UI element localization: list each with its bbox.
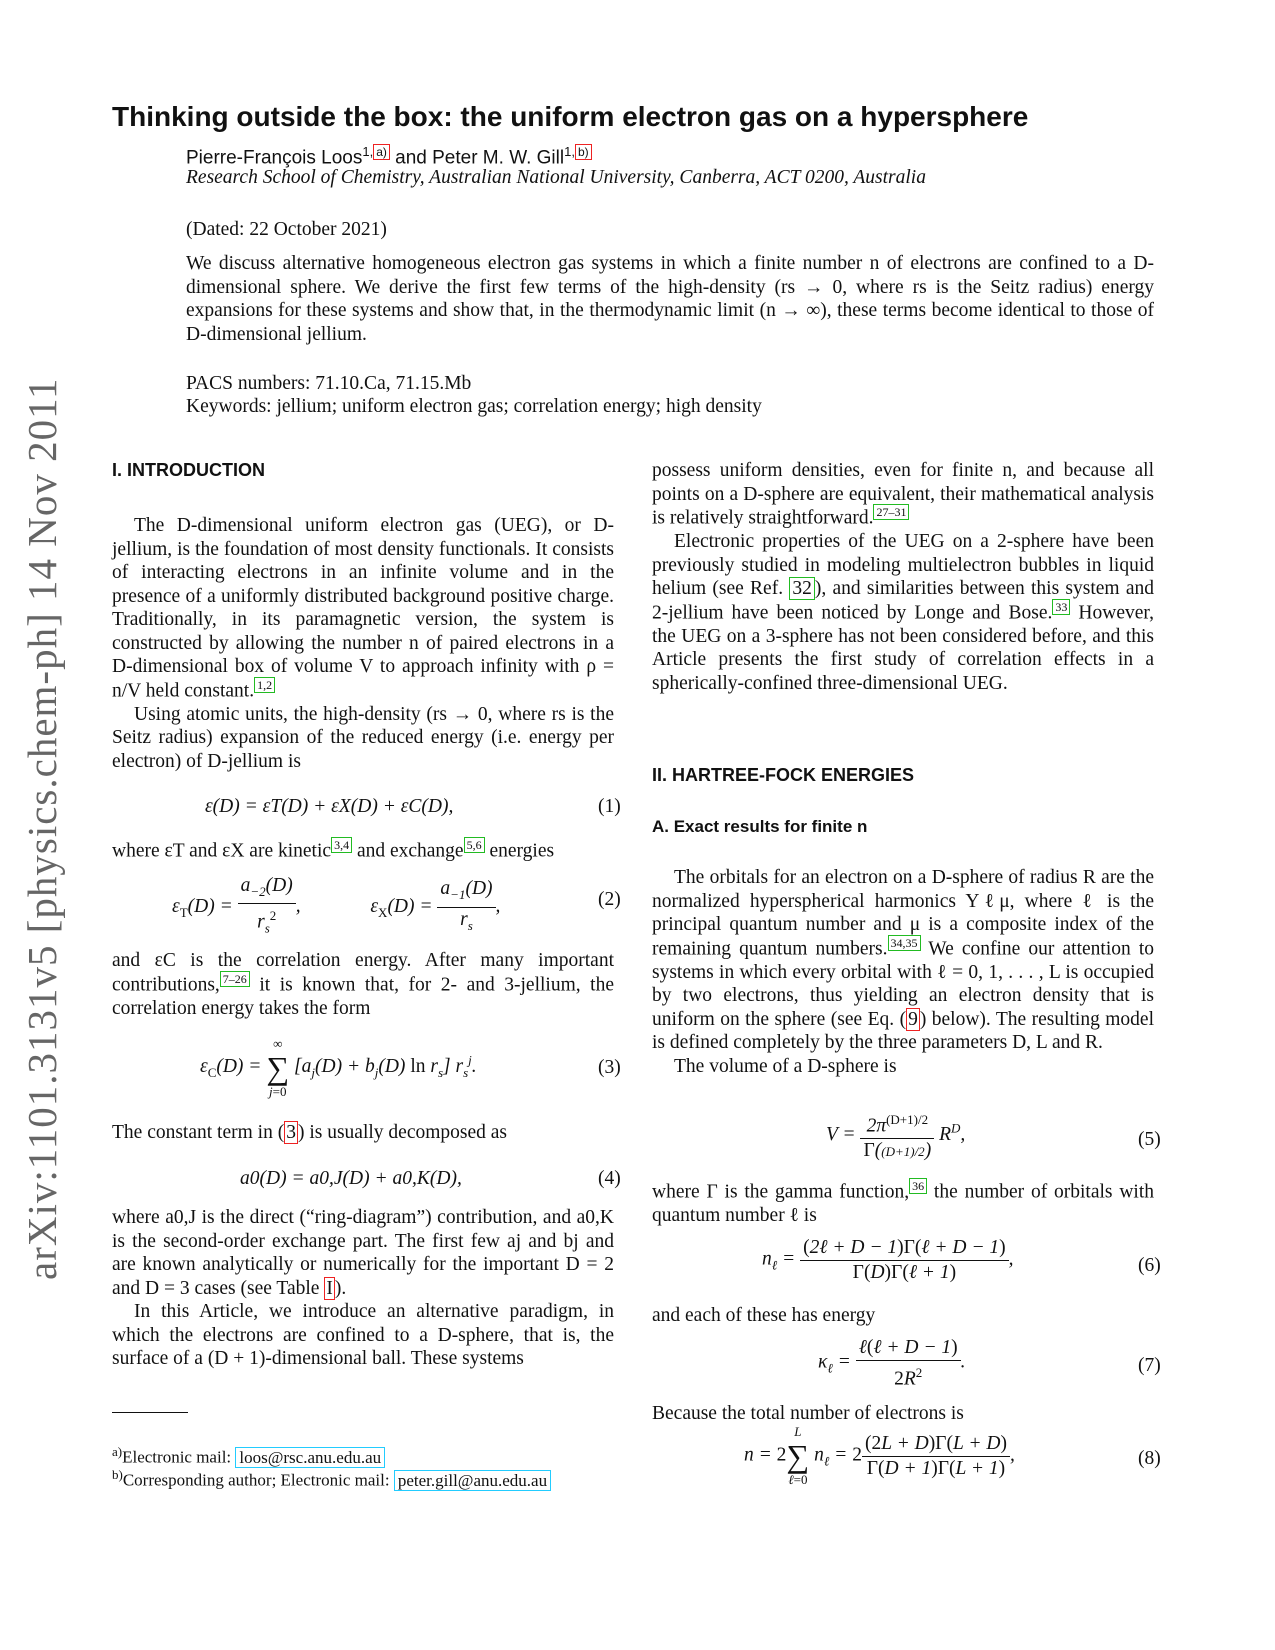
equation-8: n = 2 L ∑ ℓ=0 $n_\ell = 2$ $\frac{(2L + D)\Gamma(L + D)}{\Gamma(D + 1)\Gamma(L + 1)}$ , — [744, 1424, 1015, 1487]
intro-text-3c: energies — [484, 840, 555, 862]
footnote-b-text: Corresponding author; Electronic mail: — [122, 1470, 394, 1490]
right-paragraph-5 — [652, 1180, 1154, 1228]
equation-ref-link[interactable]: 3 — [286, 1122, 296, 1143]
intro-text-6: where a0,J is the direct (“ring-diagram”) contribution, and a0,K is the second-order exchange part. The first few aj and bj and are known analytically or numerically for the important D = 2 and D = 3 cases (see Table — [112, 1207, 614, 1299]
author-1-affil: 1, — [362, 144, 374, 159]
equation-4-number: (4) — [598, 1168, 621, 1189]
footnote-a-link[interactable]: a) — [373, 144, 390, 160]
right-text-5a: where Γ is the gamma function, — [652, 1181, 910, 1203]
right-text-1: possess uniform densities, even for finite n, and because all points on a D-sphere are equivalent, their mathematical analysis is relatively straightforward. — [652, 460, 1154, 529]
author-2-affil: 1, — [564, 144, 575, 159]
equation-2: $\varepsilon_T(D)$ = $\frac{a_{-2}(D)}{r_s^2}$ , $\varepsilon_X(D)$ = $\frac{a_{-1}(D)}{r_s}$ , — [172, 875, 501, 936]
intro-text-2: Using atomic units, the high-density (rs → 0, where rs is the Seitz radius) expansion of the reduced energy (i.e. energy per electron) of D-jellium is — [112, 703, 614, 772]
right-text-5b: the number of orbitals with quantum number ℓ is — [652, 1181, 1155, 1226]
citation-link[interactable]: 5,6 — [464, 837, 485, 853]
keywords: Keywords: jellium; uniform electron gas; correlation energy; high density — [186, 396, 762, 417]
footnote-rule — [112, 1412, 188, 1413]
intro-text-4a: and εC is the correlation energy. After many important contributions, — [112, 950, 614, 995]
equation-3-number: (3) — [598, 1057, 621, 1078]
email-link-gill[interactable]: peter.gill@anu.edu.au — [394, 1470, 551, 1491]
right-text-2a: Electronic properties of the UEG on a 2-sphere have been previously studied in modeling multielectron bubbles in liquid helium (see Ref. — [652, 531, 1154, 599]
intro-paragraph-5: The constant term in ( 3 ) is usually decomposed as — [112, 1122, 508, 1143]
intro-paragraph-6 — [112, 1206, 614, 1371]
arxiv-sidebar: arXiv:1101.3131v5 [physics.chem-ph] 14 Nov 2011 — [19, 377, 65, 1280]
intro-paragraph-4 — [112, 949, 614, 1020]
equation-ref-link[interactable]: 9 — [908, 1008, 918, 1030]
abstract: We discuss alternative homogeneous electron gas systems in which a finite number n of electrons are confined to a D-dimensional sphere. We derive the first few terms of the high-density (rs → 0, where rs is the Seitz radius) energy expansions for these systems and show that, in the thermodynamic limit (n → ∞), these terms become identical to those of D-dimensional jellium. — [186, 253, 1154, 345]
footnote-a-text: Electronic mail: — [122, 1447, 236, 1467]
right-text-2b: ), and similarities between this system and 2-jellium have been noticed by Longe and Bose. — [652, 578, 1154, 623]
author-2: and Peter M. W. Gill — [389, 147, 565, 169]
equation-7: $\kappa_\ell$ = $\frac{\text{ℓ(ℓ + D − 1)}}{2R^2}$ . — [818, 1337, 966, 1389]
equation-2-number: (2) — [598, 889, 621, 910]
equation-6-number: (6) — [1138, 1255, 1161, 1276]
equation-8-number: (8) — [1138, 1448, 1161, 1469]
citation-link[interactable]: 7–26 — [220, 971, 250, 987]
citation-link[interactable]: 1,2 — [254, 677, 275, 693]
author-1: Pierre-François Loos — [186, 147, 363, 169]
right-text-3b: We confine our attention to systems in which every orbital with ℓ = 0, 1, . . . , L is occupied by two electrons, thus yielding an electron density that is uniform on the sphere (see Eq. — [652, 938, 1154, 1030]
intro-text-7: In this Article, we introduce an alternative paradigm, in which the electrons are confined to a D-sphere, that is, the surface of a (D + 1)-dimensional ball. These systems — [112, 1301, 614, 1369]
right-text-4: The volume of a D-sphere is — [674, 1055, 897, 1077]
footnote-b-mark: b) — [112, 1467, 123, 1482]
right-paragraph-3: The orbitals for an electron on a D-sphere of radius R are the normalized hyperspherical harmonics Yℓμ, where ℓ is the principal quantum number and μ is a composite index of the remaining quantum numbers. $^{34,35}$ We confine our attention to systems in which every orbital with ℓ = 0, 1, . . . , L is occupied by two electrons, thus yielding an electron density that is uniform on the sphere (see Eq. ( 9 ) below). The resulting model is defined completely by the three parameters D, L and R. The volume of a D-sphere is — [652, 867, 1155, 1077]
section-hartree-fock: II. HARTREE-FOCK ENERGIES — [652, 765, 915, 785]
right-text-2c: However, the UEG on a 3-sphere has not been considered before, and this Article presents the first study of correlation effects in a spherically-confined three-dimensional UEG. — [652, 602, 1154, 694]
intro-text-5a: The constant term in — [112, 1122, 278, 1143]
subsection-exact-results: A. Exact results for finite n — [652, 817, 868, 836]
equation-3: $\varepsilon_C(D)$ = ∞ ∑ j=0 [$a_j(D) + b_j(D)$ $\ln r_s$] $r_s^j$. — [200, 1036, 477, 1099]
footnote-b-link[interactable]: b) — [575, 144, 592, 160]
citation-link[interactable]: 36 — [909, 1178, 927, 1194]
citation-link[interactable]: 3,4 — [331, 837, 352, 853]
intro-text-4b: it is known that, for 2- and 3-jellium, the correlation energy takes the form — [112, 974, 614, 1019]
intro-text-5b: is usually decomposed as — [304, 1122, 508, 1143]
intro-paragraph-3 — [112, 839, 554, 863]
right-text-3c: below). The resulting model is defined completely by the three parameters D, L and R. — [652, 1008, 1155, 1053]
equation-1-number: (1) — [598, 796, 621, 817]
intro-text-6-end: ). — [334, 1277, 347, 1299]
right-paragraph-7: Because the total number of electrons is — [652, 1403, 964, 1424]
footnote-b — [112, 1463, 551, 1492]
citation-link[interactable]: 34,35 — [888, 935, 921, 951]
citation-link[interactable]: 33 — [1052, 599, 1070, 615]
email-link-loos[interactable]: loos@rsc.anu.edu.au — [235, 1447, 385, 1468]
footnote-a-mark: a) — [112, 1444, 123, 1459]
intro-text-3b: and exchange — [352, 840, 464, 862]
pacs-numbers: PACS numbers: 71.10.Ca, 71.15.Mb — [186, 373, 472, 394]
equation-4: a0(D) = a0,J(D) + a0,K(D), — [240, 1168, 462, 1189]
intro-text-1: The D-dimensional uniform electron gas (UEG), or D-jellium, is the foundation of most density functionals. It consists of interacting electrons in an infinite volume and in the presence of a uniformly distributed background positive charge. Traditionally, in its paramagnetic version, the system is constructed by allowing the number n of paired electrons in a D-dimensional box of volume V to approach infinity with ρ = n/V held constant. — [112, 515, 614, 701]
date-line: (Dated: 22 October 2021) — [186, 219, 387, 240]
section-introduction: I. INTRODUCTION — [112, 460, 265, 480]
right-paragraph-6: and each of these has energy — [652, 1305, 876, 1326]
paper-title: Thinking outside the box: the uniform electron gas on a hypersphere — [112, 101, 1029, 132]
citation-link[interactable]: 27–31 — [873, 504, 909, 520]
citation-link[interactable]: 32 — [789, 577, 815, 600]
equation-7-number: (7) — [1138, 1355, 1161, 1376]
equation-6: $n_\ell$ = $\frac{\text{(2ℓ + D − 1)Γ(ℓ + D − 1)}}{\text{Γ(D)Γ(ℓ + 1)}}$ , — [762, 1237, 1014, 1283]
right-paragraph-1 — [652, 459, 1154, 695]
table-ref-link[interactable]: I — [326, 1277, 333, 1299]
affiliation: Research School of Chemistry, Australian National University, Canberra, ACT 0200, Australia — [186, 167, 926, 188]
intro-paragraph-1 — [112, 514, 614, 773]
intro-text-3a: where εT and εX are kinetic — [112, 840, 332, 862]
equation-1: ε(D) = εT(D) + εX(D) + εC(D), — [205, 796, 454, 817]
equation-5-number: (5) — [1138, 1129, 1161, 1150]
right-text-3a: The orbitals for an electron on a D-sphere of radius R are the normalized hyperspherical harmonics Yℓμ, where ℓ is the principal quantum number and μ is a composite index of the remaining quantum numbers. — [652, 867, 1154, 959]
equation-5: V = $\frac{2\pi^{(D+1)/2}}{\Gamma((D+1)/2)}$ $R^D$, — [826, 1108, 965, 1164]
